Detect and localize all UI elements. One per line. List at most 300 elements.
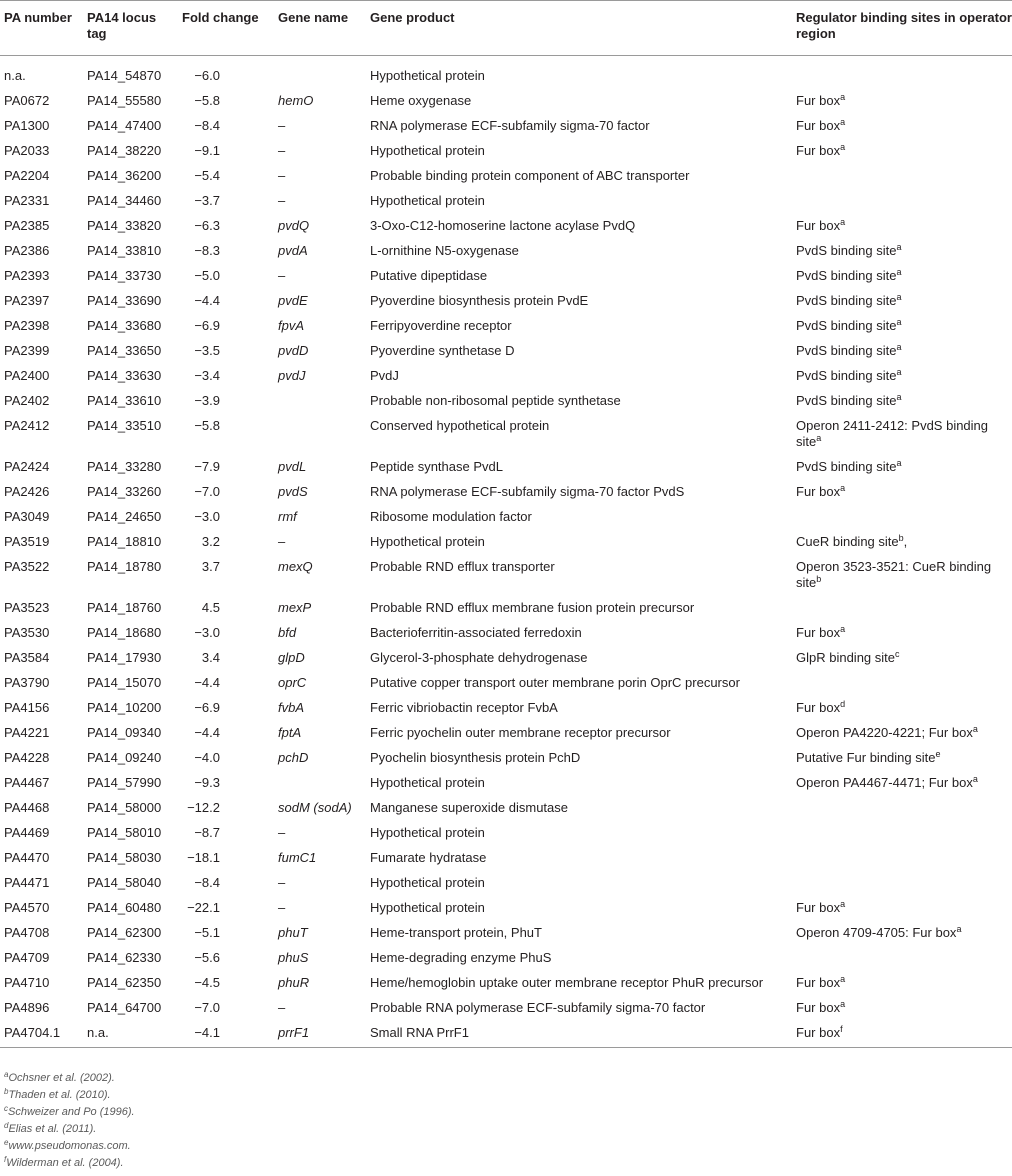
binding-site-text: Fur box	[796, 1025, 841, 1040]
cell-regulator-binding-site	[792, 895, 1012, 920]
cell-regulator-binding-site	[792, 479, 1012, 504]
cell-gene-product: Probable RND efflux transporter	[370, 559, 555, 574]
cell-fold-change: −8.7	[194, 825, 220, 840]
header-gene-product: Gene product	[366, 1, 792, 56]
footnote-marker: a	[896, 242, 902, 252]
cell-regulator-binding-site	[792, 1020, 1012, 1048]
cell-pa14-locus-tag: PA14_33680	[87, 318, 162, 333]
cell-pa14-locus-tag: PA14_17930	[87, 650, 162, 665]
cell-gene-product: Heme-transport protein, PhuT	[370, 925, 542, 940]
cell-fold-change: −3.5	[194, 343, 220, 358]
footnote-mark: e	[4, 1138, 9, 1147]
cell-regulator-binding-site	[792, 163, 1012, 188]
cell-regulator-binding-site	[792, 870, 1012, 895]
cell-pa14-locus-tag: PA14_18680	[87, 625, 162, 640]
cell-gene-product: Ferric vibriobactin receptor FvbA	[370, 700, 558, 715]
footnote-marker: a	[896, 292, 902, 302]
binding-site-text: PvdS binding site	[796, 368, 897, 383]
cell-fold-change: −22.1	[187, 900, 220, 915]
cell-pa-number: PA2424	[4, 459, 50, 474]
cell-gene-name: pvdD	[278, 343, 309, 358]
cell-pa14-locus-tag: PA14_58000	[87, 800, 162, 815]
cell-fold-change: −3.4	[194, 368, 220, 383]
table-row	[0, 238, 1012, 263]
cell-pa-number: PA4467	[4, 775, 50, 790]
cell-gene-name	[274, 388, 366, 413]
cell-gene-name: hemO	[278, 93, 314, 108]
footnote-marker: a	[956, 924, 962, 934]
cell-gene-name: mexQ	[278, 559, 313, 574]
footnote	[4, 1155, 1004, 1172]
cell-fold-change: −3.0	[194, 625, 220, 640]
cell-pa14-locus-tag: PA14_34460	[87, 193, 162, 208]
cell-regulator-binding-site	[792, 313, 1012, 338]
footnote-marker: a	[816, 433, 822, 443]
cell-pa14-locus-tag: PA14_55580	[87, 93, 162, 108]
binding-site-text: PvdS binding site	[796, 243, 897, 258]
cell-gene-product: Conserved hypothetical protein	[370, 418, 550, 433]
footnote-marker: a	[840, 974, 846, 984]
cell-pa14-locus-tag: PA14_18810	[87, 534, 162, 549]
cell-regulator-binding-site	[792, 288, 1012, 313]
cell-pa14-locus-tag: PA14_64700	[87, 1000, 162, 1015]
footnote-marker: a	[972, 774, 978, 784]
cell-pa14-locus-tag: PA14_10200	[87, 700, 162, 715]
header-row	[0, 1, 1012, 56]
table-row	[0, 945, 1012, 970]
binding-site-trailing-punctuation: ,	[903, 534, 908, 549]
cell-fold-change: −7.9	[194, 459, 220, 474]
footnote-marker: a	[840, 217, 846, 227]
cell-fold-change: −12.2	[187, 800, 220, 815]
cell-pa-number: PA3790	[4, 675, 50, 690]
table-row	[0, 479, 1012, 504]
table-row	[0, 995, 1012, 1020]
footnote-text: Schweizer and Po (1996).	[8, 1106, 135, 1118]
cell-fold-change: −6.0	[194, 68, 220, 83]
footnote-mark: b	[4, 1087, 9, 1096]
cell-pa14-locus-tag: PA14_58040	[87, 875, 162, 890]
cell-gene-name: –	[278, 118, 286, 133]
cell-pa14-locus-tag: PA14_58010	[87, 825, 162, 840]
cell-pa-number: PA2393	[4, 268, 50, 283]
cell-pa14-locus-tag: PA14_33510	[87, 418, 162, 433]
cell-pa14-locus-tag: PA14_24650	[87, 509, 162, 524]
cell-gene-name: prrF1	[274, 1020, 366, 1048]
cell-gene-product: Hypothetical protein	[370, 143, 485, 158]
cell-pa14-locus-tag: PA14_47400	[87, 118, 162, 133]
cell-fold-change: −5.8	[194, 93, 220, 108]
cell-pa-number: PA4471	[4, 875, 50, 890]
table-row	[0, 695, 1012, 720]
cell-regulator-binding-site	[792, 795, 1012, 820]
footnote-marker: d	[840, 699, 846, 709]
cell-pa-number: n.a.	[4, 68, 26, 83]
footnote-text: Ochsner et al. (2002).	[8, 1072, 115, 1084]
header-gene-name: Gene name	[274, 1, 366, 56]
cell-gene-name: –	[278, 900, 286, 915]
cell-pa14-locus-tag: PA14_09340	[87, 725, 162, 740]
table-row	[0, 263, 1012, 288]
binding-site-text: Fur box	[796, 218, 841, 233]
cell-regulator-binding-site	[792, 554, 1012, 595]
table-row	[0, 554, 1012, 595]
cell-fold-change: 3.4	[201, 650, 220, 665]
cell-gene-product: 3-Oxo-C12-homoserine lactone acylase PvdQ	[370, 218, 636, 233]
table-row	[0, 720, 1012, 745]
cell-pa-number: PA0672	[4, 93, 50, 108]
footnote-text: www.pseudomonas.com.	[8, 1140, 131, 1152]
footnote-marker: a	[896, 458, 902, 468]
cell-regulator-binding-site	[792, 970, 1012, 995]
footnote-marker: b	[816, 574, 822, 584]
cell-pa-number: PA2397	[4, 293, 50, 308]
cell-gene-product: Hypothetical protein	[370, 875, 485, 890]
cell-pa-number: PA4221	[4, 725, 50, 740]
cell-fold-change: −7.0	[194, 1000, 220, 1015]
cell-pa-number: PA4468	[4, 800, 50, 815]
cell-gene-name: bfd	[278, 625, 297, 640]
cell-pa14-locus-tag: PA14_18780	[87, 559, 162, 574]
cell-gene-name: –	[278, 534, 286, 549]
footnote-marker: a	[896, 367, 902, 377]
binding-site-text: Fur box	[796, 625, 841, 640]
cell-pa-number: PA4709	[4, 950, 50, 965]
cell-pa-number: PA2400	[4, 368, 50, 383]
cell-fold-change: −5.4	[194, 168, 220, 183]
cell-gene-product: Small RNA PrrF1	[366, 1020, 792, 1048]
cell-regulator-binding-site	[792, 645, 1012, 670]
cell-regulator-binding-site	[792, 113, 1012, 138]
cell-fold-change: −18.1	[187, 850, 220, 865]
footnote-marker: a	[972, 724, 978, 734]
cell-pa14-locus-tag: PA14_62330	[87, 950, 162, 965]
binding-site-text: Fur box	[796, 1000, 841, 1015]
cell-gene-product: Peptide synthase PvdL	[370, 459, 503, 474]
cell-regulator-binding-site	[792, 945, 1012, 970]
cell-gene-name: glpD	[278, 650, 305, 665]
cell-gene-name: fumC1	[278, 850, 317, 865]
cell-gene-name: –	[278, 168, 286, 183]
cell-gene-product: Putative dipeptidase	[370, 268, 488, 283]
cell-regulator-binding-site	[792, 388, 1012, 413]
cell-pa-number: PA3523	[4, 600, 50, 615]
cell-gene-name: oprC	[278, 675, 307, 690]
table-row	[0, 595, 1012, 620]
cell-regulator-binding-site	[792, 188, 1012, 213]
cell-pa14-locus-tag: PA14_33650	[87, 343, 162, 358]
cell-fold-change: −4.4	[194, 293, 220, 308]
cell-gene-name: –	[278, 268, 286, 283]
cell-pa-number: PA2398	[4, 318, 50, 333]
footnote-marker: a	[896, 267, 902, 277]
cell-pa14-locus-tag: PA14_58030	[87, 850, 162, 865]
binding-site-text: PvdS binding site	[796, 293, 897, 308]
cell-gene-product: Hypothetical protein	[370, 775, 485, 790]
cell-pa14-locus-tag: PA14_33820	[87, 218, 162, 233]
cell-gene-name: fptA	[278, 725, 302, 740]
cell-pa14-locus-tag: PA14_33260	[87, 484, 162, 499]
header-pa-number: PA number	[0, 1, 83, 56]
binding-site-text: Operon 3523-3521: CueR binding site	[796, 559, 992, 590]
cell-pa-number: PA4470	[4, 850, 50, 865]
cell-gene-product: Probable RNA polymerase ECF-subfamily sigma-70 factor	[370, 1000, 706, 1015]
cell-fold-change: −6.9	[194, 700, 220, 715]
cell-gene-product: Probable non-ribosomal peptide synthetase	[370, 393, 621, 408]
cell-gene-name: mexP	[278, 600, 312, 615]
footnote-marker: a	[840, 999, 846, 1009]
cell-regulator-binding-site	[792, 263, 1012, 288]
cell-regulator-binding-site	[792, 820, 1012, 845]
table-row	[0, 163, 1012, 188]
cell-pa-number: PA4708	[4, 925, 50, 940]
cell-regulator-binding-site	[792, 413, 1012, 454]
footnote-marker: a	[896, 342, 902, 352]
table-row	[0, 388, 1012, 413]
cell-fold-change: 4.5	[201, 600, 220, 615]
cell-pa14-locus-tag: PA14_09240	[87, 750, 162, 765]
binding-site-text: Putative Fur binding site	[796, 750, 936, 765]
cell-gene-product: Hypothetical protein	[370, 534, 485, 549]
cell-gene-product: Hypothetical protein	[370, 193, 485, 208]
binding-site-text: CueR binding site	[796, 534, 899, 549]
cell-regulator-binding-site	[792, 720, 1012, 745]
cell-regulator-binding-site	[792, 213, 1012, 238]
cell-gene-product: Hypothetical protein	[370, 900, 485, 915]
cell-gene-name: fpvA	[278, 318, 305, 333]
cell-pa14-locus-tag: PA14_33810	[87, 243, 162, 258]
table-row	[0, 138, 1012, 163]
cell-gene-product: Heme-degrading enzyme PhuS	[370, 950, 552, 965]
cell-regulator-binding-site	[792, 845, 1012, 870]
cell-fold-change: −7.0	[194, 484, 220, 499]
binding-site-text: Fur box	[796, 143, 841, 158]
cell-pa-number: PA4896	[4, 1000, 50, 1015]
footnote-marker: a	[840, 899, 846, 909]
cell-regulator-binding-site	[792, 920, 1012, 945]
cell-gene-product: Probable RND efflux membrane fusion protein precursor	[370, 600, 695, 615]
footnote-marker: b	[898, 533, 904, 543]
cell-fold-change: −4.0	[194, 750, 220, 765]
cell-gene-name: pvdJ	[278, 368, 306, 383]
cell-pa-number: PA4710	[4, 975, 50, 990]
cell-gene-product: Ferric pyochelin outer membrane receptor precursor	[370, 725, 671, 740]
cell-gene-name	[274, 56, 366, 89]
footnote-marker: e	[935, 749, 941, 759]
binding-site-text: Fur box	[796, 484, 841, 499]
cell-pa14-locus-tag: PA14_15070	[87, 675, 162, 690]
footnote-mark: c	[4, 1104, 8, 1113]
table-row	[0, 920, 1012, 945]
cell-pa-number: PA3584	[4, 650, 50, 665]
binding-site-text: PvdS binding site	[796, 318, 897, 333]
cell-gene-product: Bacterioferritin-associated ferredoxin	[370, 625, 582, 640]
cell-gene-product: Pyoverdine synthetase D	[370, 343, 515, 358]
cell-fold-change: −3.0	[194, 509, 220, 524]
cell-pa-number: PA4704.1	[0, 1020, 83, 1048]
binding-site-text: PvdS binding site	[796, 459, 897, 474]
cell-gene-name: pvdS	[278, 484, 308, 499]
cell-gene-name: –	[278, 143, 286, 158]
table-row	[0, 795, 1012, 820]
cell-fold-change: −5.8	[194, 418, 220, 433]
binding-site-text: Operon PA4220-4221; Fur box	[796, 725, 973, 740]
cell-gene-product: Manganese superoxide dismutase	[370, 800, 569, 815]
cell-pa-number: PA2204	[4, 168, 50, 183]
cell-regulator-binding-site	[792, 88, 1012, 113]
binding-site-text: GlpR binding site	[796, 650, 895, 665]
cell-gene-product: Ferripyoverdine receptor	[370, 318, 512, 333]
cell-pa14-locus-tag: PA14_62350	[87, 975, 162, 990]
cell-gene-name: –	[278, 875, 286, 890]
cell-gene-name: –	[278, 193, 286, 208]
table-row	[0, 56, 1012, 89]
cell-gene-name: phuT	[278, 925, 308, 940]
table-row	[0, 338, 1012, 363]
table-row	[0, 620, 1012, 645]
table-row	[0, 454, 1012, 479]
cell-regulator-binding-site	[792, 695, 1012, 720]
footnote-marker: a	[896, 317, 902, 327]
footnote-text: Elias et al. (2011).	[8, 1123, 97, 1135]
cell-pa-number: PA2033	[4, 143, 50, 158]
cell-gene-name: pchD	[278, 750, 309, 765]
table-row	[0, 504, 1012, 529]
cell-regulator-binding-site	[792, 745, 1012, 770]
cell-gene-name	[274, 770, 366, 795]
cell-fold-change: −5.0	[194, 268, 220, 283]
cell-regulator-binding-site	[792, 620, 1012, 645]
footnote-mark: d	[4, 1121, 9, 1130]
cell-pa-number: PA4228	[4, 750, 50, 765]
cell-fold-change: −5.6	[194, 950, 220, 965]
footnote-mark: f	[4, 1155, 7, 1164]
cell-pa14-locus-tag: PA14_57990	[87, 775, 162, 790]
cell-pa-number: PA1300	[4, 118, 50, 133]
cell-gene-name: pvdA	[278, 243, 308, 258]
footnote-marker: a	[840, 92, 846, 102]
cell-regulator-binding-site	[792, 454, 1012, 479]
binding-site-text: Operon 2411-2412: PvdS binding site	[796, 418, 989, 449]
table-row	[0, 88, 1012, 113]
cell-gene-product: Heme/hemoglobin uptake outer membrane receptor PhuR precursor	[370, 975, 764, 990]
cell-pa14-locus-tag: PA14_33630	[87, 368, 162, 383]
table-row	[0, 113, 1012, 138]
cell-fold-change: −8.4	[194, 118, 220, 133]
cell-fold-change: −3.7	[194, 193, 220, 208]
table-row	[0, 670, 1012, 695]
cell-gene-product: RNA polymerase ECF-subfamily sigma-70 factor	[370, 118, 650, 133]
cell-gene-product: Putative copper transport outer membrane porin OprC precursor	[370, 675, 740, 690]
table-row	[0, 1020, 1012, 1048]
cell-gene-name: sodM (sodA)	[278, 800, 352, 815]
cell-gene-product: Probable binding protein component of ABC transporter	[370, 168, 690, 183]
binding-site-text: Fur box	[796, 93, 841, 108]
footnote-marker: a	[840, 117, 846, 127]
cell-gene-product: Hypothetical protein	[370, 68, 485, 83]
cell-fold-change: −9.1	[194, 143, 220, 158]
cell-pa-number: PA2399	[4, 343, 50, 358]
cell-fold-change: −4.1	[178, 1020, 274, 1048]
binding-site-text: Fur box	[796, 975, 841, 990]
header-pa14-locus-tag: PA14 locus tag	[83, 1, 178, 56]
cell-gene-name	[274, 413, 366, 454]
table-row	[0, 970, 1012, 995]
footnote-marker: a	[840, 142, 846, 152]
table-row	[0, 645, 1012, 670]
footnote	[4, 1087, 1004, 1104]
cell-regulator-binding-site	[792, 995, 1012, 1020]
cell-regulator-binding-site	[792, 670, 1012, 695]
cell-pa-number: PA2426	[4, 484, 50, 499]
cell-fold-change: −6.9	[194, 318, 220, 333]
cell-fold-change: −4.4	[194, 725, 220, 740]
cell-gene-name: rmf	[278, 509, 297, 524]
header-fold-change: Fold change	[178, 1, 274, 56]
cell-gene-name: –	[278, 825, 286, 840]
cell-pa14-locus-tag: PA14_33690	[87, 293, 162, 308]
footnote-marker: a	[840, 483, 846, 493]
cell-regulator-binding-site	[792, 338, 1012, 363]
cell-fold-change: −5.1	[194, 925, 220, 940]
header-regulator-binding-sites: Regulator binding sites in operator region	[792, 1, 1012, 56]
cell-fold-change: 3.2	[201, 534, 220, 549]
table-row	[0, 529, 1012, 554]
cell-gene-product: Hypothetical protein	[370, 825, 485, 840]
binding-site-text: PvdS binding site	[796, 343, 897, 358]
cell-gene-name: phuS	[278, 950, 309, 965]
cell-fold-change: −4.4	[194, 675, 220, 690]
table-row	[0, 288, 1012, 313]
cell-fold-change: −6.3	[194, 218, 220, 233]
cell-fold-change: −8.3	[194, 243, 220, 258]
footnotes	[4, 1070, 1004, 1172]
cell-gene-product: L-ornithine N5-oxygenase	[370, 243, 519, 258]
cell-regulator-binding-site	[792, 504, 1012, 529]
cell-pa14-locus-tag: n.a.	[83, 1020, 178, 1048]
cell-gene-name: –	[278, 1000, 286, 1015]
cell-pa-number: PA4570	[4, 900, 50, 915]
cell-regulator-binding-site	[792, 770, 1012, 795]
footnote	[4, 1138, 1004, 1155]
cell-pa-number: PA4156	[4, 700, 50, 715]
cell-pa-number: PA2386	[4, 243, 50, 258]
cell-gene-product: Pyoverdine biosynthesis protein PvdE	[370, 293, 589, 308]
cell-regulator-binding-site	[792, 138, 1012, 163]
cell-regulator-binding-site	[792, 56, 1012, 89]
cell-fold-change: 3.7	[201, 559, 220, 574]
cell-pa14-locus-tag: PA14_33280	[87, 459, 162, 474]
table-row	[0, 745, 1012, 770]
cell-fold-change: −9.3	[194, 775, 220, 790]
table-row	[0, 845, 1012, 870]
cell-pa14-locus-tag: PA14_62300	[87, 925, 162, 940]
cell-pa14-locus-tag: PA14_38220	[87, 143, 162, 158]
footnote-mark: a	[4, 1070, 9, 1079]
cell-gene-product: Pyochelin biosynthesis protein PchD	[370, 750, 581, 765]
footnote-text: Thaden et al. (2010).	[8, 1089, 111, 1101]
cell-pa14-locus-tag: PA14_33730	[87, 268, 162, 283]
footnote	[4, 1070, 1004, 1087]
footnote-marker: a	[840, 624, 846, 634]
cell-pa14-locus-tag: PA14_36200	[87, 168, 162, 183]
cell-gene-name: fvbA	[278, 700, 305, 715]
cell-fold-change: −3.9	[194, 393, 220, 408]
cell-gene-product: PvdJ	[370, 368, 399, 383]
cell-gene-name: pvdE	[278, 293, 308, 308]
cell-pa14-locus-tag: PA14_60480	[87, 900, 162, 915]
cell-gene-product: RNA polymerase ECF-subfamily sigma-70 factor PvdS	[370, 484, 685, 499]
